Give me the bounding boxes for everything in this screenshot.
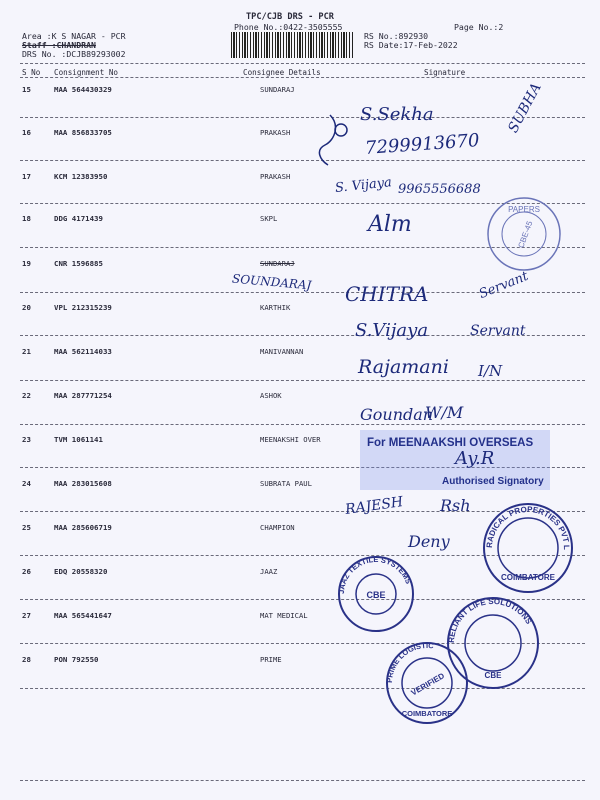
handwritten-signature: Goundan [360, 405, 434, 424]
seal-text-path: JAAZ TEXTILE SYSTEMS [336, 554, 414, 595]
footer-rule [20, 780, 585, 781]
row-consignee: SUBRATA PAUL [260, 479, 312, 488]
row-consignee: KARTHIK [260, 303, 291, 312]
handwritten-note: Servant [470, 323, 526, 339]
row-consignment: EDQ 20558320 [54, 567, 108, 576]
seal-text: CBE [366, 590, 386, 600]
row-rule [20, 424, 585, 425]
row-consignee: JAAZ [260, 567, 278, 576]
barcode [231, 32, 354, 58]
col-sno: S No [22, 68, 41, 77]
handwritten-phone: 9965556688 [398, 182, 481, 197]
handwritten-note: W/M [425, 403, 464, 422]
rs-date: RS Date:17-Feb-2022 [364, 40, 458, 50]
row-consignment: MAA 562114033 [54, 347, 112, 356]
col-consignee: Consignee Details [243, 68, 321, 77]
seal-text: COIMBATORE [501, 573, 555, 582]
row-consignment: MAA 564430329 [54, 85, 112, 94]
row-sno: 22 [22, 391, 31, 400]
jaaz-seal [336, 554, 416, 634]
area-label: Area :K S NAGAR - PCR [22, 31, 126, 41]
row-consignment: MAA 856833705 [54, 128, 112, 137]
handwritten-signature: CHITRA [345, 282, 429, 306]
row-consignment: VPL 212315239 [54, 303, 112, 312]
row-sno: 27 [22, 611, 31, 620]
handwritten-note: Servant [477, 268, 531, 303]
row-sno: 25 [22, 523, 31, 532]
row-sno: 24 [22, 479, 31, 488]
row-consignment: PON 792550 [54, 655, 99, 664]
seal-text-path: RADICAL PROPERTIES PVT LTD [477, 493, 572, 550]
seal-text: CBE [484, 671, 502, 680]
staff-label: Staff :CHANDRAN [22, 40, 96, 50]
phone-number: Phone No.:0422-3505555 [234, 22, 343, 32]
row-consignment: DDG 4171439 [54, 214, 103, 223]
handwritten-signature: Rsh [440, 496, 471, 515]
handwritten-signature: S.Sekha [360, 104, 434, 125]
row-consignee: MANIVANNAN [260, 347, 304, 356]
seal-text: CBE-45 [516, 219, 535, 250]
stamp-authorised-signatory: Authorised Signatory [442, 476, 544, 487]
row-sno: 17 [22, 172, 31, 181]
prime-seal [384, 640, 470, 726]
row-sno: 23 [22, 435, 31, 444]
handwritten-name: SUBHA [505, 80, 545, 136]
row-consignment: MAA 565441647 [54, 611, 112, 620]
row-consignee: SUNDARAJ [260, 85, 295, 94]
row-consignee: MAT MEDICAL [260, 611, 308, 620]
signature-scribble [300, 110, 360, 170]
row-consignment: KCM 12383950 [54, 172, 108, 181]
row-rule [20, 380, 585, 381]
handwritten-signature: S. Vijaya [334, 175, 393, 196]
row-consignee: PRAKASH [260, 172, 291, 181]
row-sno: 15 [22, 85, 31, 94]
handwritten-name: SOUNDARAJ [231, 271, 312, 293]
radical-seal [477, 493, 576, 596]
seal-text-path: RELIANT LIFE SOLUTIONS [446, 596, 534, 644]
col-consignment: Consignment No [54, 68, 119, 77]
row-consignment: CNR 1596885 [54, 259, 103, 268]
row-sno: 20 [22, 303, 31, 312]
row-consignment: MAA 287771254 [54, 391, 112, 400]
handwritten-signature: Rajamani [358, 356, 449, 378]
sheet-title: TPC/CJB DRS - PCR [246, 12, 334, 22]
page-number: Page No.:2 [454, 22, 504, 32]
row-sno: 16 [22, 128, 31, 137]
stamp-company-name: For MEENAAKSHI OVERSEAS [367, 437, 534, 449]
handwritten-signature: Alm [368, 212, 412, 237]
row-sno: 21 [22, 347, 31, 356]
handwritten-signature: Deny [408, 532, 450, 551]
handwritten-signature: Ay.R [455, 448, 495, 469]
row-consignee: SKPL [260, 214, 278, 223]
seal-text: COIMBATORE [401, 709, 453, 718]
row-sno: 19 [22, 259, 31, 268]
row-consignment: MAA 283015608 [54, 479, 112, 488]
seal-text: PAPERS [508, 205, 540, 214]
row-consignee: SUNDARAJ [260, 259, 295, 268]
row-consignment: TVM 1061141 [54, 435, 103, 444]
row-consignee: CHAMPION [260, 523, 295, 532]
seal-text: VERIFIED [409, 671, 446, 698]
row-sno: 26 [22, 567, 31, 576]
handwritten-name: RAJESH [344, 494, 405, 518]
drs-number: DRS No. :DCJB89293002 [22, 49, 126, 59]
row-consignee: MEENAKSHI OVER [260, 435, 321, 444]
header-rule-bottom [20, 77, 585, 78]
row-consignee: PRIME [260, 655, 282, 664]
row-sno: 28 [22, 655, 31, 664]
header-rule-top [20, 63, 585, 64]
handwritten-note: I/N [478, 362, 503, 380]
rs-number: RS No.:892930 [364, 31, 429, 41]
handwritten-phone: 7299913670 [364, 130, 481, 159]
seal-text-path: PRIME LOGISTIC [384, 640, 435, 684]
row-consignment: MAA 285606719 [54, 523, 112, 532]
col-signature: Signature [424, 68, 466, 77]
skpl-seal [484, 194, 564, 274]
row-consignee: PRAKASH [260, 128, 291, 137]
handwritten-signature: S.Vijaya [355, 320, 429, 341]
row-consignee: ASHOK [260, 391, 282, 400]
row-sno: 18 [22, 214, 31, 223]
